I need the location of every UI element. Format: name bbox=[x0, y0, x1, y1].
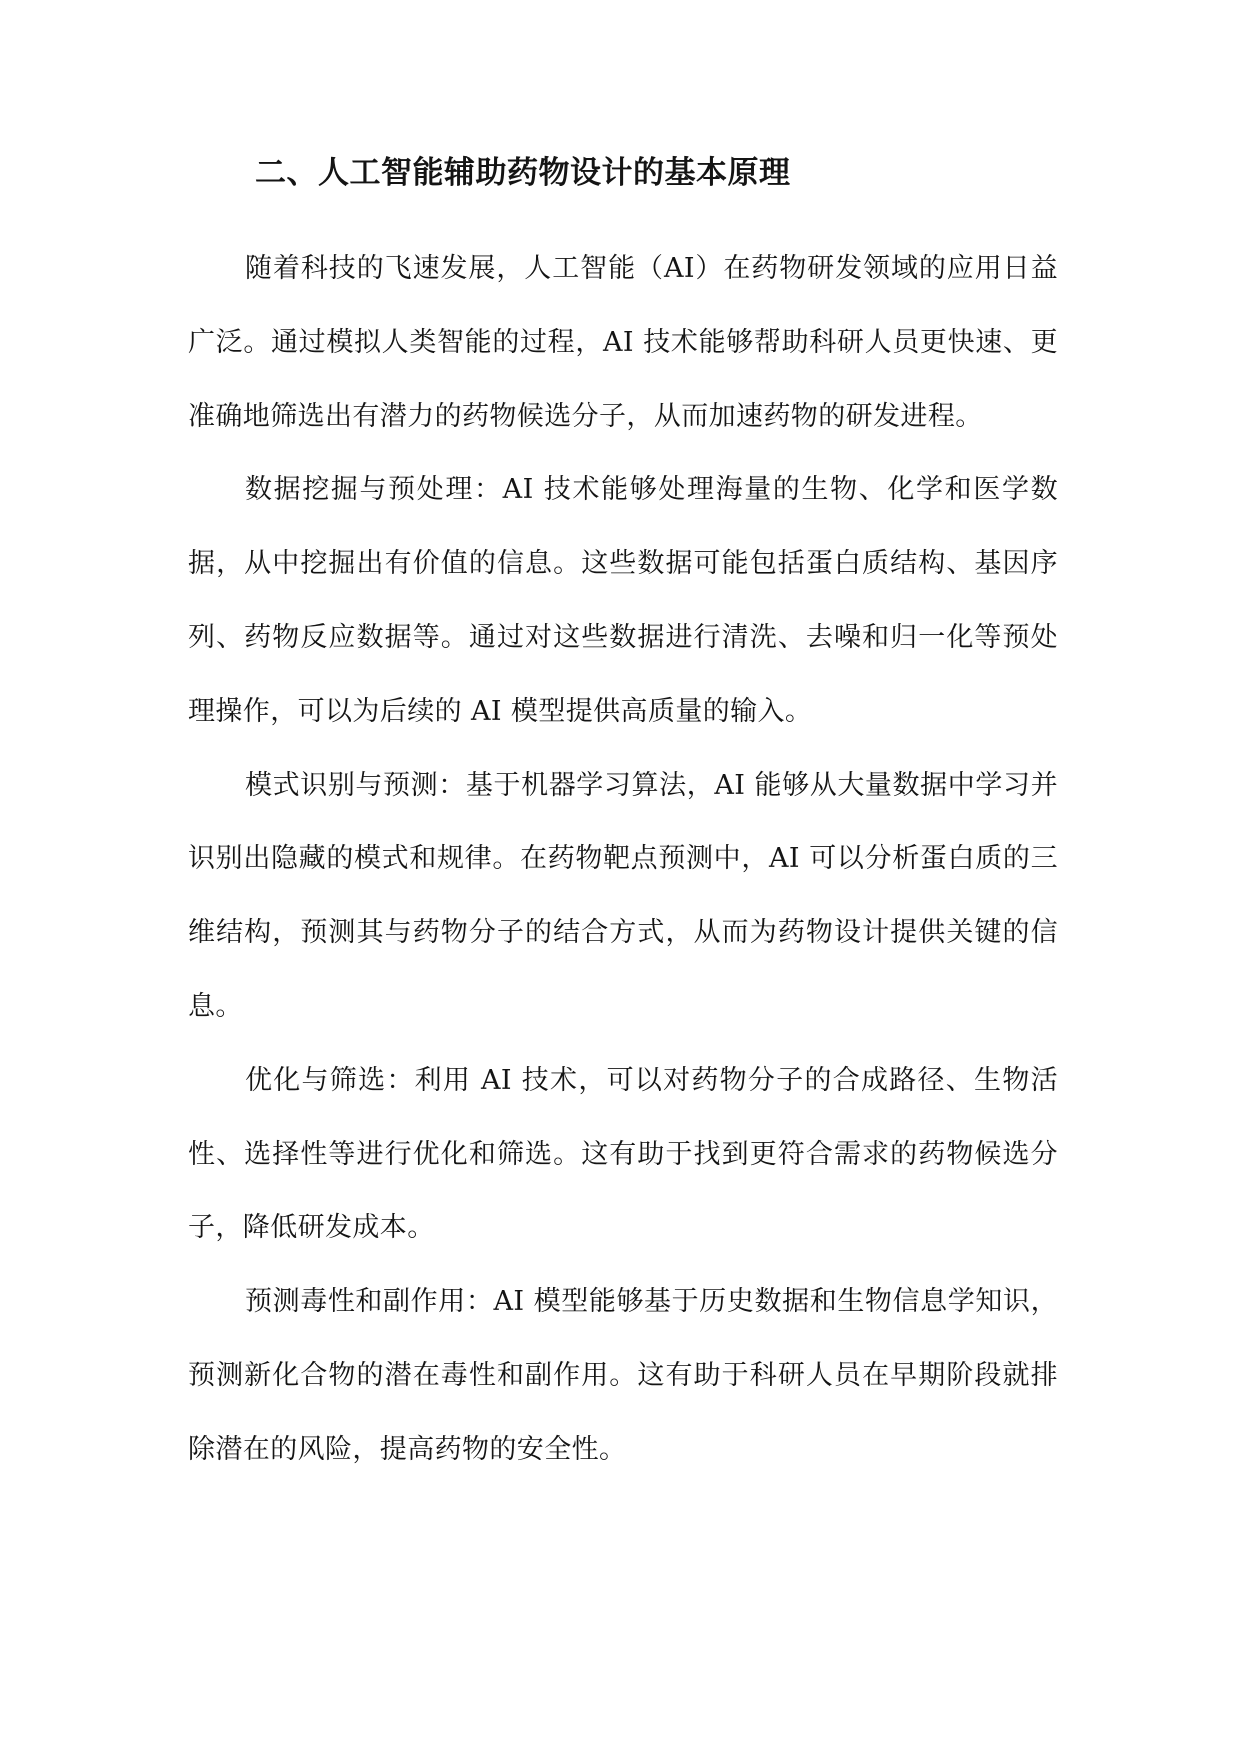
text-line: 段就排除潜在的风险，提高药物的安全性。 bbox=[188, 1359, 1058, 1465]
text-line: 数据挖掘与预处理：AI 技术能够处理海量的生物、化学和医学 bbox=[245, 474, 1031, 506]
paragraph-ai-overview bbox=[188, 232, 1058, 453]
document-body bbox=[188, 232, 1058, 1487]
paragraph-pattern-recognition bbox=[188, 749, 1058, 1044]
paragraph-optimization bbox=[188, 1044, 1058, 1265]
text-line: 数据，从中挖掘出有价值的信息。这些数据可能包括蛋白质结构、基 bbox=[188, 474, 1058, 580]
paragraph-toxicity-prediction bbox=[188, 1265, 1058, 1486]
text-line: 白质的三维结构，预测其与药物分子的结合方式，从而为药物设计提 bbox=[188, 843, 1058, 949]
text-line: 等预处理操作，可以为后续的 AI 模型提供高质量的输入。 bbox=[188, 621, 1058, 727]
text-line: 益广泛。通过模拟人类智能的过程，AI 技术能够帮助科研人员更快 bbox=[188, 253, 1058, 358]
text-line: 随着科技的飞速发展，人工智能（AI）在药物研发领域的应用日 bbox=[245, 253, 1031, 284]
text-line: 供关键的信息。 bbox=[188, 917, 1058, 1022]
text-line: 程。 bbox=[927, 400, 983, 432]
section-heading: 二、人工智能辅助药物设计的基本原理 bbox=[255, 155, 791, 191]
text-line: 选分子，降低研发成本。 bbox=[188, 1138, 1058, 1244]
text-line: 预测毒性和副作用：AI 模型能够基于历史数据和生物信息学知 bbox=[245, 1286, 1003, 1318]
text-line: 模式识别与预测：基于机器学习算法，AI 能够从大量数据中学 bbox=[245, 769, 1003, 801]
text-line: 优化与筛选：利用 AI 技术，可以对药物分子的合成路径、生物 bbox=[245, 1064, 1031, 1096]
text-line: 习并识别出隐藏的模式和规律。在药物靶点预测中，AI 可以分析蛋 bbox=[188, 769, 1058, 875]
text-line: 速、更准确地筛选出有潜力的药物候选分子，从而加速药物的研发进 bbox=[188, 326, 1059, 432]
text-line: 活性、选择性等进行优化和筛选。这有助于找到更符合需求的药物候 bbox=[188, 1064, 1058, 1170]
text-line: 识，预测新化合物的潜在毒性和副作用。这有助于科研人员在早期阶 bbox=[188, 1286, 1058, 1391]
text-line: 因序列、药物反应数据等。通过对这些数据进行清洗、去噪和归一化 bbox=[188, 548, 1058, 653]
paragraph-data-mining bbox=[188, 453, 1058, 748]
